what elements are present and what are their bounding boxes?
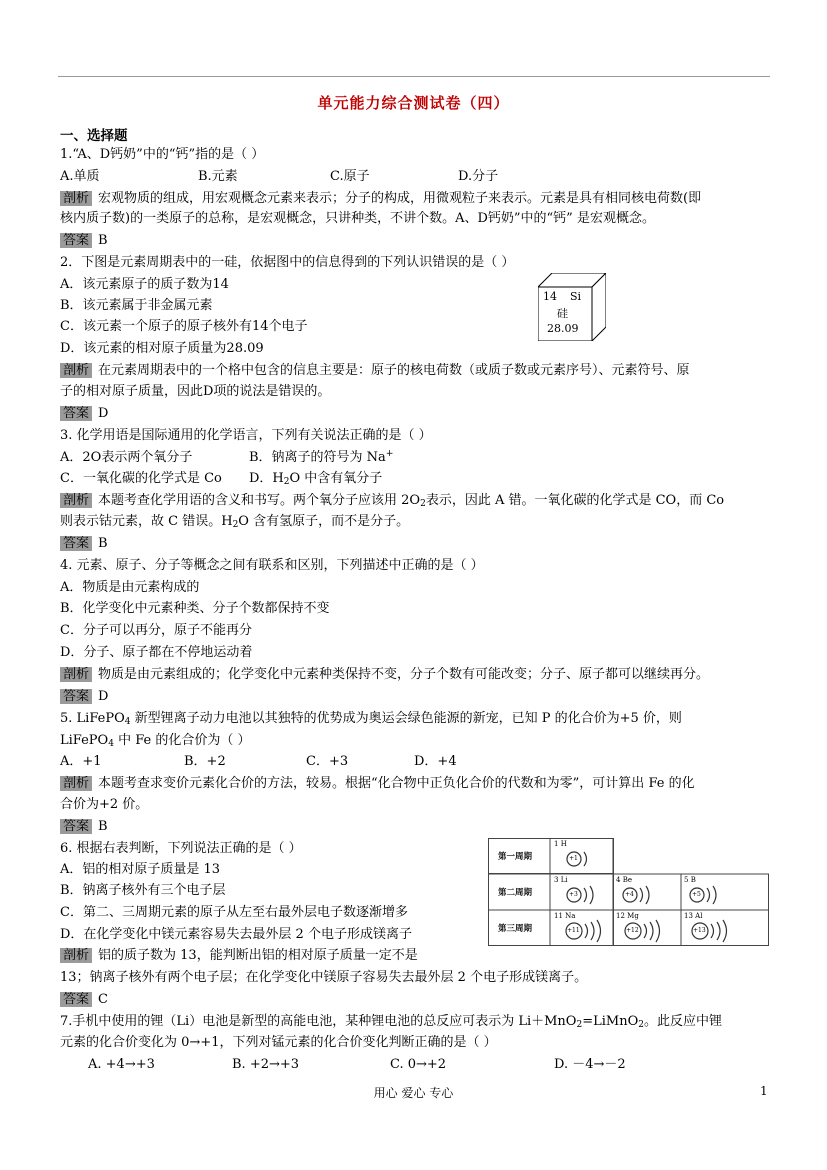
q7-option-c: C. 0→+2 <box>390 1057 447 1072</box>
q1-analysis-2: 核内质子数)的一类原子的总称，是宏观概念，只讲种类，不讲个数。A、D钙奶”中的“钙” 是宏观概念。 <box>60 211 655 226</box>
q1-stem: 1.“A、D钙奶”中的“钙”指的是（ ） <box>60 147 265 162</box>
q7-stem-2: 元素的化合价变化为 0→+1，下列对锰元素的化合价变化判断正确的是（ ） <box>60 1035 497 1050</box>
page-number: 1 <box>760 1084 768 1098</box>
q2-option-a: A．该元素原子的质子数为14 <box>60 277 229 292</box>
analysis-tag: 剖析 <box>60 191 92 206</box>
li-nucleus: +3 <box>569 891 578 898</box>
q2-analysis-1: 剖析 在元素周期表中的一个格中包含的信息主要是：原子的核电荷数（或质子数或元素序号）、元素符号、原 <box>60 361 690 381</box>
row-label-period-2: 第二周期 <box>498 888 533 898</box>
si-name: 硅 <box>557 307 568 320</box>
answer-tag: 答案 <box>60 233 92 248</box>
q5-option-c: C．+3 <box>306 754 349 769</box>
mg-label: 12 Mg <box>616 912 639 920</box>
q1-answer: 答案 B <box>60 231 108 251</box>
q2-option-b: B．该元素属于非金属元素 <box>60 298 213 313</box>
q2-stem: 2．下图是元素周期表中的一硅，依据图中的信息得到的下列认识错误的是（ ） <box>60 255 515 270</box>
q6-analysis-2: 13；钠离子核外有两个电子层；在化学变化中镁原子容易失去最外层 2 个电子形成镁离子。 <box>60 970 588 985</box>
q6-answer: 答案 C <box>60 990 108 1010</box>
q6-option-c: C．第二、三周期元素的原子从左至右最外层电子数逐渐增多 <box>60 905 408 920</box>
q5-option-b: B．+2 <box>184 754 226 769</box>
page-title: 单元能力综合测试卷（四） <box>317 94 510 112</box>
si-number: 14 <box>543 290 557 303</box>
si-mass: 28.09 <box>547 322 579 335</box>
section-heading: 一、选择题 <box>60 128 128 144</box>
q7-option-d: D. －4→－2 <box>554 1057 626 1072</box>
q3-option-b: B．钠离子的符号为 Na+ <box>249 449 394 465</box>
row-label-period-1: 第一周期 <box>498 852 533 862</box>
q5-analysis-1: 剖析 本题考查求变价元素化合价的方法，较易。根据“化合物中正负化合价的代数和为零”，可计算出 Fe 的化 <box>60 774 695 794</box>
q5-stem-1: 5. LiFePO$_4$ 新型锂离子动力电池以其独特的优势成为奥运会绿色能源的新宠，已知 P 的化合价为+5 价，则 <box>60 711 682 727</box>
si-symbol: Si <box>570 290 582 303</box>
al-label: 13 Al <box>684 912 703 920</box>
q6-stem: 6. 根据右表判断，下列说法正确的是（ ） <box>60 841 302 856</box>
li-label: 3 Li <box>554 876 568 884</box>
al-nucleus: +13 <box>693 927 706 934</box>
mg-nucleus: +12 <box>626 927 639 934</box>
q3-option-d: D．$H_2O$ 中含有氧分子 <box>249 471 383 487</box>
q5-analysis-2: 合价为+2 价。 <box>60 797 149 812</box>
be-label: 4 Be <box>616 876 632 884</box>
q2-answer: 答案 D <box>60 404 108 424</box>
q4-answer: 答案 D <box>60 687 108 707</box>
periodic-table-figure <box>488 838 769 946</box>
q1-option-c: C.原子 <box>330 169 370 184</box>
q7-stem-1: 7.手机中使用的锂（Li）电池是新型的高能电池，某种锂电池的总反应可表示为 Li＋MnO$_2$=LiMnO$_2$。此反应中锂 <box>60 1014 722 1030</box>
h-label: 1 H <box>554 840 567 848</box>
q3-option-a: A．2O表示两个氧分子 <box>60 450 193 465</box>
q6-analysis-1: 剖析 铝的质子数为 13，能判断出铝的相对原子质量一定不是 <box>60 946 418 966</box>
q5-stem-2: LiFePO$_4$ 中 Fe 的化合价为（ ） <box>60 733 251 749</box>
q2-option-c: C．该元素一个原子的原子核外有14个电子 <box>60 319 308 334</box>
q4-stem: 4. 元素、原子、分子等概念之间有联系和区别，下列描述中正确的是（ ） <box>60 558 484 573</box>
silicon-element-box <box>538 273 606 341</box>
q5-option-d: D．+4 <box>414 754 457 769</box>
q3-answer: 答案 B <box>60 534 108 554</box>
q4-option-b: B．化学变化中元素种类、分子个数都保持不变 <box>60 601 330 616</box>
q7-option-b: B. +2→+3 <box>232 1057 300 1072</box>
q6-option-a: A．铝的相对原子质量是 13 <box>60 862 221 877</box>
q3-analysis-2: 则表示钴元素，故 C 错误。$H_2O$ 含有氢原子，而不是分子。 <box>60 514 410 530</box>
row-label-period-3: 第三周期 <box>498 924 533 934</box>
header-rule <box>58 76 770 77</box>
q1-option-d: D.分子 <box>458 169 499 184</box>
q4-option-c: C．分子可以再分，原子不能再分 <box>60 623 252 638</box>
q1-option-a: A.单质 <box>60 169 100 184</box>
na-nucleus: +11 <box>567 927 580 934</box>
q7-option-a: A. +4→+3 <box>88 1057 155 1072</box>
page-footer: 用心 爱心 专心 <box>373 1086 454 1100</box>
q4-option-a: A．物质是由元素构成的 <box>60 580 200 595</box>
q4-option-d: D．分子、原子都在不停地运动着 <box>60 645 253 660</box>
h-nucleus: +1 <box>569 855 578 862</box>
q1-analysis-1: 剖析 宏观物质的组成，用宏观概念元素来表示；分子的构成，用微观粒子来表示。元素是具有相同核电荷数(即 <box>60 189 701 209</box>
q5-answer: 答案 B <box>60 817 108 837</box>
q3-option-c: C．一氧化碳的化学式是 Co <box>60 471 222 486</box>
na-label: 11 Na <box>554 912 576 920</box>
q3-stem: 3. 化学用语是国际通用的化学语言，下列有关说法正确的是（ ） <box>60 428 432 443</box>
q2-option-d: D．该元素的相对原子质量为28.09 <box>60 341 264 356</box>
be-nucleus: +4 <box>625 891 634 898</box>
q3-analysis-1: 剖析 本题考查化学用语的含义和书写。两个氧分子应该用 $2O_2$表示，因此 A 错。一氧化碳的化学式是 CO，而 Co <box>60 491 724 511</box>
q5-option-a: A．+1 <box>60 754 102 769</box>
q6-option-b: B．钠离子核外有三个电子层 <box>60 883 226 898</box>
b-nucleus: +5 <box>692 891 701 898</box>
q6-option-d: D．在化学变化中镁元素容易失去最外层 2 个电子形成镁离子 <box>60 927 412 942</box>
b-label: 5 B <box>684 876 696 884</box>
q2-analysis-2: 子的相对原子质量，因此D项的说法是错误的。 <box>60 384 331 399</box>
q4-analysis: 剖析 物质是由元素组成的；化学变化中元素种类保持不变，分子个数有可能改变；分子、原子都可以继续再分。 <box>60 665 709 685</box>
q1-option-b: B.元素 <box>198 169 238 184</box>
